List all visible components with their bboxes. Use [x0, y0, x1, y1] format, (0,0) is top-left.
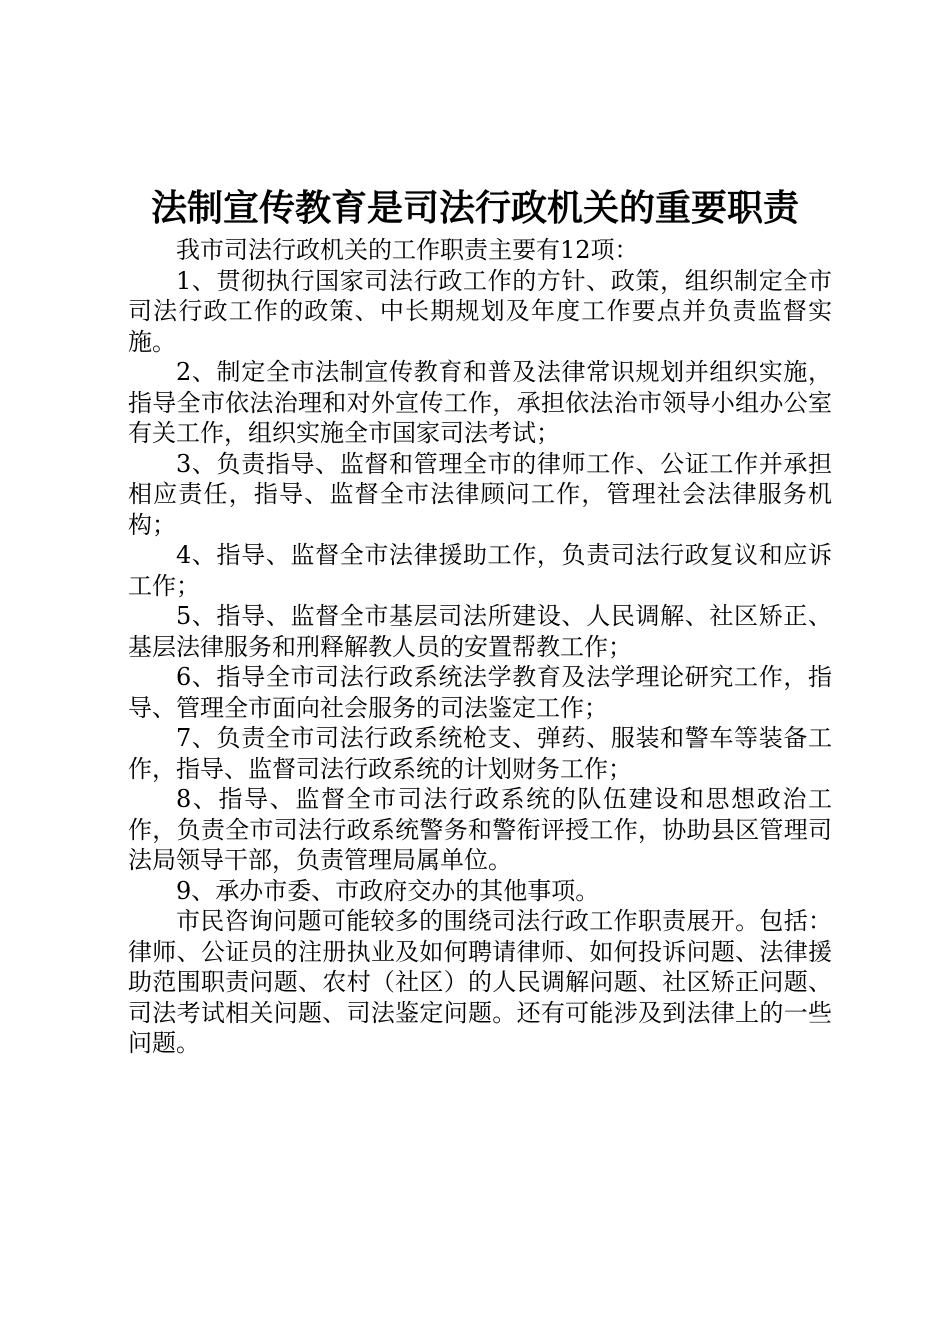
paragraph-item-4: 4、指导、监督全市法律援助工作，负责司法行政复议和应诉工作； [128, 541, 832, 600]
document-body [128, 235, 832, 1059]
paragraph-item-7: 7、负责全市司法行政系统枪支、弹药、服装和警车等装备工作，指导、监督司法行政系统的计划财务工作； [128, 724, 832, 783]
paragraph-item-3: 3、负责指导、监督和管理全市的律师工作、公证工作并承担相应责任，指导、监督全市法律顾问工作，管理社会法律服务机构； [128, 449, 832, 539]
paragraph-item-5: 5、指导、监督全市基层司法所建设、人民调解、社区矫正、基层法律服务和刑释解教人员的安置帮教工作； [128, 602, 832, 661]
paragraph-item-1: 1、贯彻执行国家司法行政工作的方针、政策，组织制定全市司法行政工作的政策、中长期规划及年度工作要点并负责监督实施。 [128, 266, 832, 356]
paragraph-item-9: 9、承办市委、市政府交办的其他事项。 [176, 876, 600, 905]
document-title: 法制宣传教育是司法行政机关的重要职责 [150, 187, 799, 229]
paragraph-intro: 我市司法行政机关的工作职责主要有12项： [176, 236, 639, 264]
paragraph-item-8: 8、指导、监督全市司法行政系统的队伍建设和思想政治工作，负责全市司法行政系统警务和警衔评授工作，协助县区管理司法局领导干部，负责管理局属单位。 [128, 785, 832, 874]
paragraph-item-6: 6、指导全市司法行政系统法学教育及法学理论研究工作，指导、管理全市面向社会服务的司法鉴定工作； [128, 663, 832, 722]
paragraph-closing: 市民咨询问题可能较多的围绕司法行政工作职责展开。包括：律师、公证员的注册执业及如何聘请律师、如何投诉问题、法律援助范围职责问题、农村（社区）的人民调解问题、社区矫正问题、司法考试相关问题、司法鉴定问题。还有可能涉及到法律上的一些问题。 [128, 907, 832, 1057]
paragraph-item-2: 2、制定全市法制宣传教育和普及法律常识规划并组织实施，指导全市依法治理和对外宣传工作，承担依法治市领导小组办公室有关工作，组织实施全市国家司法考试； [128, 358, 832, 447]
